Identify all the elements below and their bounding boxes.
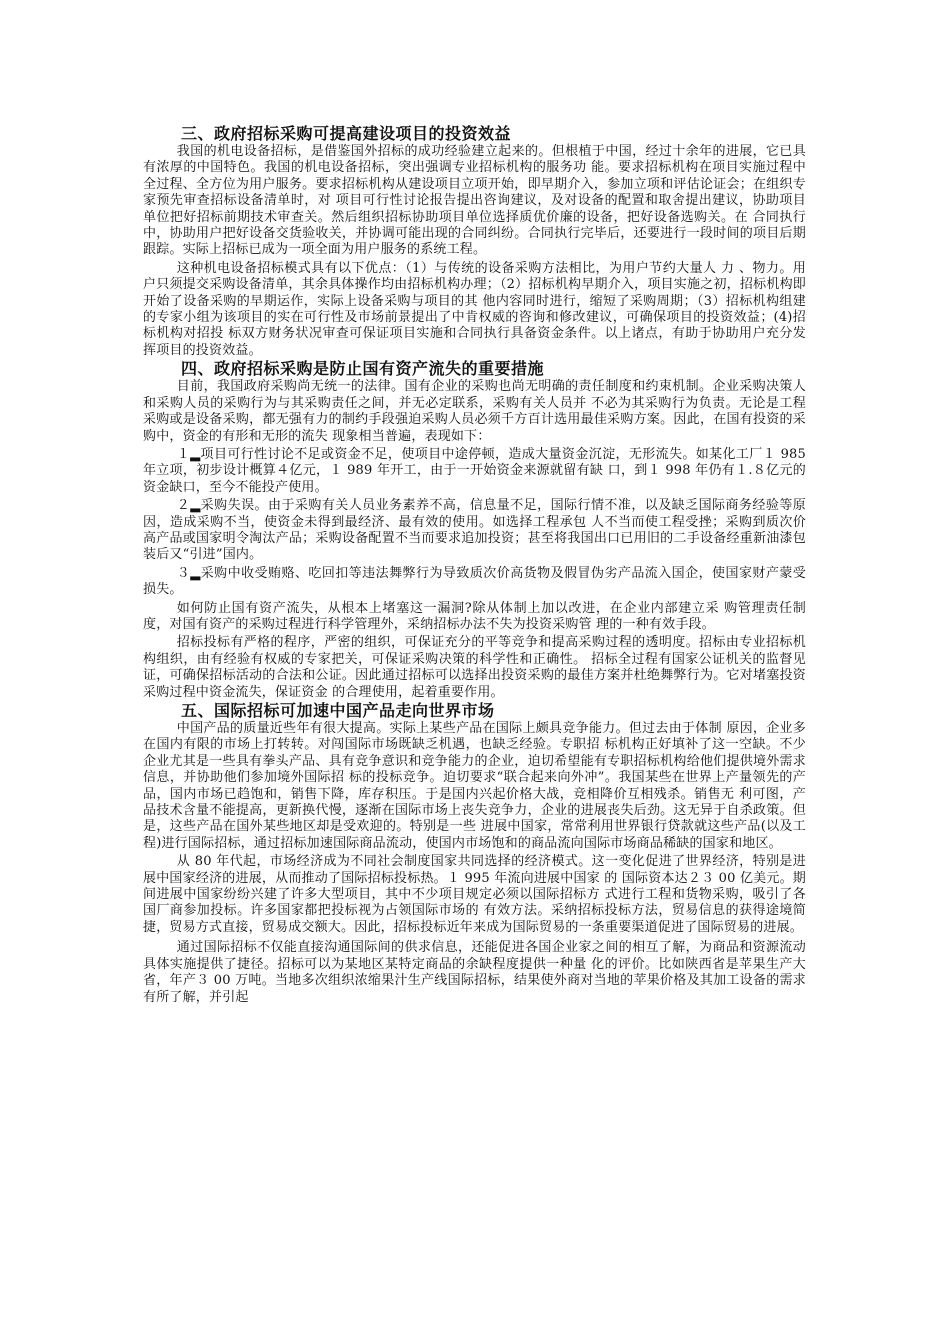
- paragraph: 中国产品的质量近些年有很大提高。实际上某些产品在国际上颇具竞争能力。但过去由于体制 原因，企业多在国内有限的市场上打转转。对闯国际市场既缺乏机遇，也缺乏经验。专职招 标机构正好填补了这一空缺。不少企业尤其是一些具有拳头产品、具有竞争意识和竞争能力的企业，迫切希望能有专职招标机构给他们提供境外需求信息，并协助他们参加境外国际招 标的投标竞争。迫切要求“联合起来向外冲”。我国某些在世界上产量领先的产品，国内市场已趋饱和，销售下降，库存积压。于是国内兴起价格大战，竞相降价互相残杀。销售无 利可图，产品技术含量不能提高，更新换代慢，逐渐在国际市场上丧失竞争力，企业的进展丧失后劲。这无异于自杀政策。但是，这些产品在国外某些地区却是受欢迎的。特别是一些 进展中国家，常常利用世界银行贷款就这些产品(以及工程)进行国际招标，通过招标加速国际商品流动，使国内市场饱和的商品流向国际市场商品稀缺的国家和地区。: [143, 721, 806, 851]
- paragraph: 招标投标有严格的程序，严密的组织，可保证充分的平等竞争和提高采购过程的透明度。招标由专业招标机构组织，由有经验有权威的专家把关，可保证采购决策的科学性和正确性。 招标全过程有国家公证机关的监督见证，可确保招标活动的合法和公证。因此通过招标可以选择出投资采购的最佳方案并杜绝舞弊行为。它对堵塞投资采购过程中资金流失，保证资金 的合理使用，起着重要作用。: [143, 635, 806, 700]
- paragraph: 通过国际招标不仅能直接沟通国际间的供求信息，还能促进各国企业家之间的相互了解，为商品和资源流动具体实施提供了捷径。招标可以为某地区某特定商品的余缺程度提供一种量 化的评价。比如陕西省是苹果生产大省，年产３ 00 万吨。当地多次组织浓缩果汁生产线国际招标，结果使外商对当地的苹果价格及其加工设备的需求有所了解，并引起: [143, 940, 806, 1005]
- paragraph: 我国的机电设备招标，是借鉴国外招标的成功经验建立起来的。但根植于中国，经过十余年的进展，它已具有浓厚的中国特色。我国的机电设备招标，突出强调专业招标机构的服务功 能。要求招标机构在项目实施过程中全过程、全方位为用户服务。要求招标机构从建设项目立项开始，即早期介入，参加立项和评估论证会；在组织专家预先审查招标设备清单时，对 项目可行性讨论报告提出咨询建议，及对设备的配置和取舍提出建议，协助项目单位把好招标前期技术审查关。然后组织招标协助项目单位选择质优价廉的设备，把好设备选购关。在 合同执行中，协助用户把好设备交货验收关，并协调可能出现的合同纠纷。合同执行完毕后，还要进行一段时间的项目后期跟踪。实际上招标已成为一项全面为用户服务的系统工程。: [143, 144, 806, 258]
- paragraph: 如何防止国有资产流失，从根本上堵塞这一漏洞?除从体制上加以改进，在企业内部建立采 购管理责任制度，对国有资产的采购过程进行科学管理外，采纳招标办法不失为投资采购管 理的一种有效手段。: [143, 600, 806, 632]
- section-heading-4: 四、政府招标采购是防止国有资产流失的重要措施: [181, 359, 545, 379]
- document-body: [143, 124, 806, 1006]
- paragraph: 目前，我国政府采购尚无统一的法律。国有企业的采购也尚无明确的责任制度和约束机制。企业采购决策人和采购人员的采购行为与其采购责任之间，并无必定联系，采购有关人员并 不必为其采购行为负责。无论是工程采购或是设备采购，都无强有力的制约手段强迫采购人员必须千方百计选用最佳采购方案。因此，在国有投资的采购中，资金的有形和无形的流失 现象相当普遍，表现如下：: [143, 379, 806, 444]
- paragraph: １▂项目可行性讨论不足或资金不足，使项目中途停顿，造成大量资金沉淀，无形流失。如某化工厂１ 985 年立项，初步设计概算４亿元，１ 989 年开工，由于一开始资金来源就留有缺 口，到１ 998 年仍有１.８亿元的资金缺口，至今不能投产使用。: [143, 446, 806, 495]
- paragraph: 从 80 年代起，市场经济成为不同社会制度国家共同选择的经济模式。这一变化促进了世界经济，特别是进展中国家经济的进展，从而推动了国际招标投标热。１ 995 年流向进展中国家 的 国际资本达２３ 00 亿美元。期间进展中国家纷纷兴建了许多大型项目，其中不少项目规定必须以国际招标方 式进行工程和货物采购，吸引了各国厂商参加投标。许多国家都把投标视为占领国际市场的 有效方法。采纳招标投标方法，贸易信息的获得途境简捷，贸易方式直接，贸易成交额大。因此，招标投标近年来成为国际贸易的一条重要渠道促进了国际贸易的进展。: [143, 854, 806, 935]
- paragraph: ３▂采购中收受贿赂、吃回扣等违法舞弊行为导致质次价高货物及假冒伪劣产品流入国企，使国家财产蒙受损失。: [143, 565, 806, 598]
- section-heading-3: 三、政府招标采购可提高建设项目的投资效益: [181, 124, 512, 143]
- paragraph: 这种机电设备招标模式具有以下优点：（1）与传统的设备采购方法相比，为用户节约大量人 力 、物力。用户只须提交采购设备清单，其余具体操作均由招标机构办理；（2）招标机构早期介入，项目实施之初，招标机构即开始了设备采购的早期运作，实际上设备采购与项目的其 他内容同时进行，缩短了采购周期；（3）招标机构组建的专家小组为该项目的实在可行性及市场前景提出了中肯权威的咨询和修改建议，可确保项目的投资效益；(4)招标机构对招投 标双方财务状况审查可保证项目实施和合同执行具备资金条件。以上诸点，有助于协助用户充分发挥项目的投资效益。: [143, 260, 806, 358]
- section-heading-5: 五、国际招标可加速中国产品走向世界市场: [181, 701, 495, 720]
- paragraph: ２▂采购失误。由于采购有关人员业务素养不高，信息量不足，国际行情不准，以及缺乏国际商务经验等原因，造成采购不当，使资金未得到最经济、最有效的使用。如选择工程承包 人不当而使工程受挫；采购到质次价高产品或国家明令淘汰产品；采购设备配置不当而要求追加投资；甚至将我国出口已用旧的二手设备经重新油漆包装后又“引进”国内。: [143, 498, 806, 563]
